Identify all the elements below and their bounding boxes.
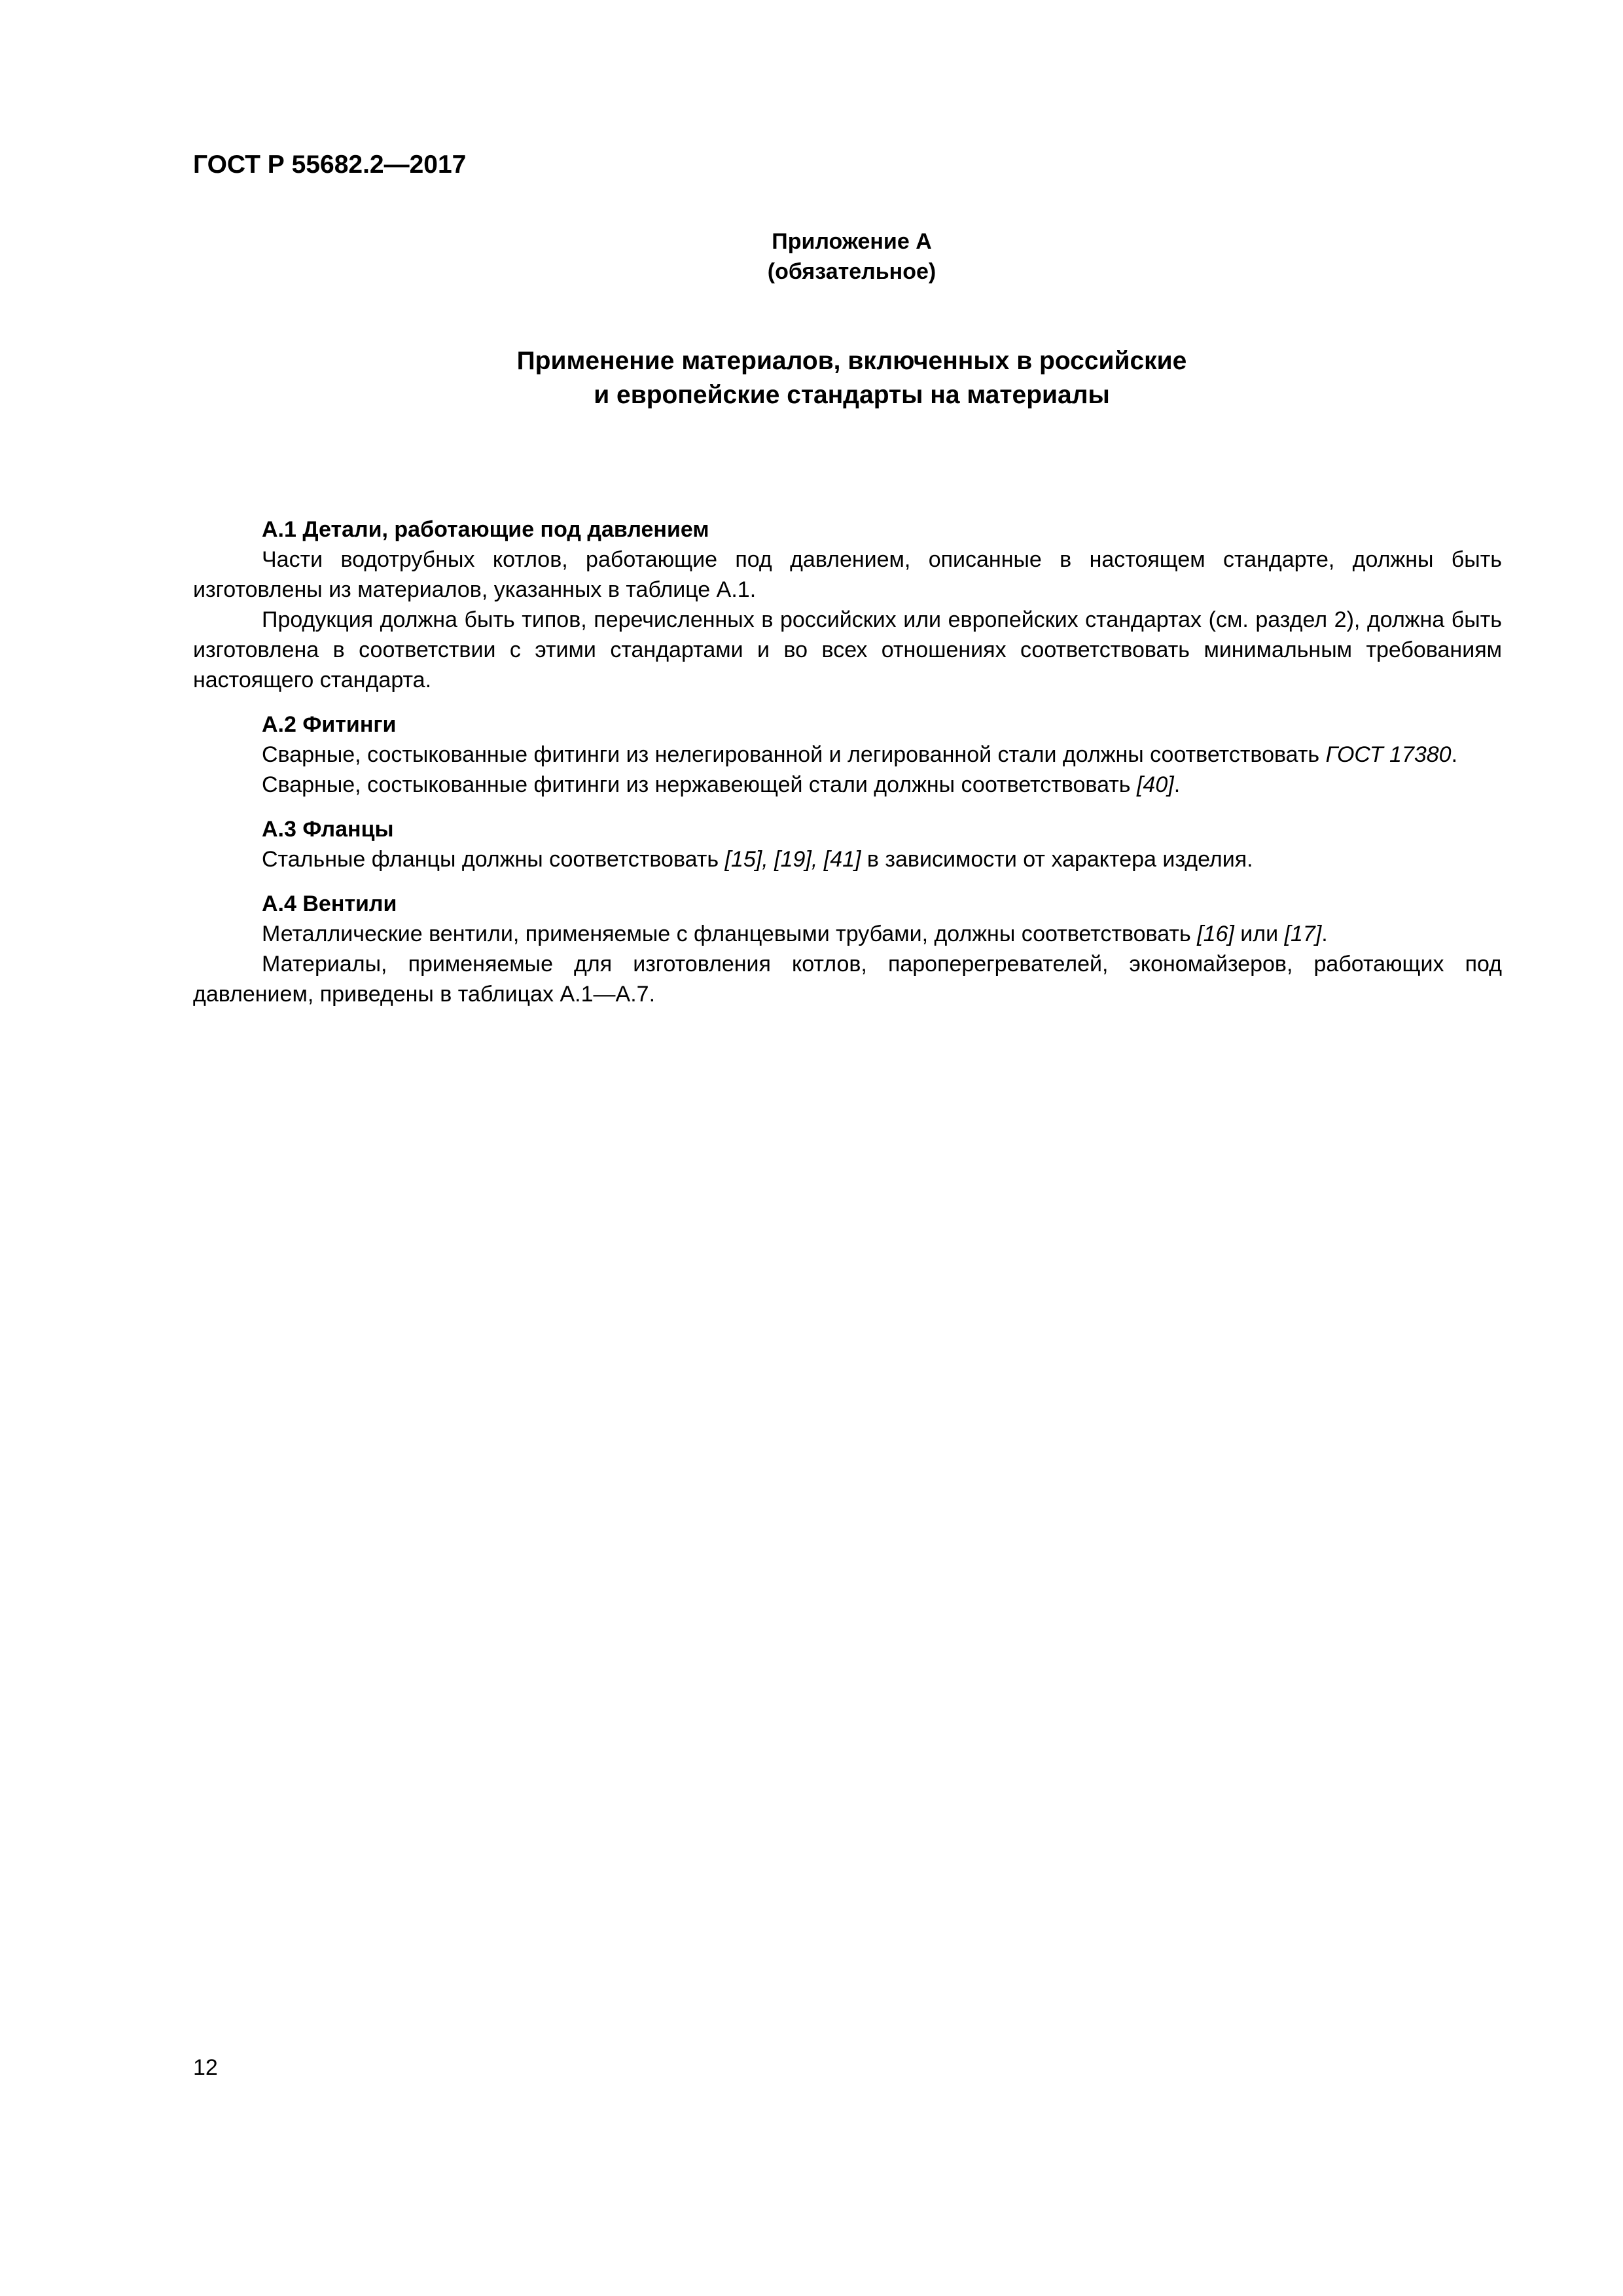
section-a4-paragraph-1 <box>193 919 1502 949</box>
document-code: ГОСТ Р 55682.2—2017 <box>193 151 467 179</box>
section-a2-paragraph-2 <box>193 770 1502 800</box>
document-body <box>193 514 1502 1009</box>
section-a4-paragraph-1-mid: или <box>1234 922 1285 946</box>
reference-15-19-41: [15], [19], [41] <box>724 847 861 872</box>
section-a4-paragraph-2: Материалы, применяемые для изготовления котлов, пароперегревателей, экономайзеров, работающих под давлением, приведены в таблицах А.1—А.7. <box>193 952 1502 1007</box>
section-a4-paragraph-1-text: Металлические вентили, применяемые с фланцевыми трубами, должны соответствовать <box>262 922 1198 946</box>
section-a1-paragraph-2: Продукция должна быть типов, перечисленных в российских или европейских стандартах (см. раздел 2), должна быть изготовлена в соответствии с этими стандартами и во всех отношениях соответствовать минимальным требованиям настоящего стандарта. <box>193 607 1502 692</box>
section-a4-paragraph-1-end: . <box>1321 922 1328 946</box>
section-a2-paragraph-1-end: . <box>1451 742 1458 767</box>
section-a3-paragraph-1 <box>193 844 1502 874</box>
page-number: 12 <box>193 2055 218 2080</box>
section-a2-paragraph-1-text: Сварные, состыкованные фитинги из нелегированной и легированной стали должны соответствовать <box>262 742 1326 767</box>
section-a1-heading: А.1 Детали, работающие под давлением <box>262 517 709 542</box>
reference-gost-17380: ГОСТ 17380 <box>1325 742 1452 767</box>
section-a2-heading: А.2 Фитинги <box>262 712 397 737</box>
section-a4-heading: А.4 Вентили <box>262 891 397 916</box>
main-title-line-1: Применение материалов, включенных в российские <box>516 347 1187 375</box>
section-a3-paragraph-1-end: в зависимости от характера изделия. <box>861 847 1253 872</box>
main-title-line-2: и европейские стандарты на материалы <box>594 381 1110 409</box>
reference-40: [40] <box>1136 772 1174 797</box>
section-a1-paragraph-1: Части водотрубных котлов, работающие под давлением, описанные в настоящем стандарте, должны быть изготовлены из материалов, указанных в таблице А.1. <box>193 547 1502 602</box>
section-a3-heading: А.3 Фланцы <box>262 817 394 842</box>
reference-17: [17] <box>1284 922 1322 946</box>
section-a2-paragraph-2-end: . <box>1173 772 1181 797</box>
appendix-title: Приложение А <box>772 229 932 254</box>
main-title <box>0 344 1623 412</box>
reference-16: [16] <box>1197 922 1234 946</box>
appendix-status: (обязательное) <box>767 259 936 284</box>
section-a2-paragraph-2-text: Сварные, состыкованные фитинги из нержавеющей стали должны соответствовать <box>262 772 1137 797</box>
section-a2-paragraph-1 <box>193 740 1502 770</box>
section-a3-paragraph-1-text: Стальные фланцы должны соответствовать <box>262 847 725 872</box>
